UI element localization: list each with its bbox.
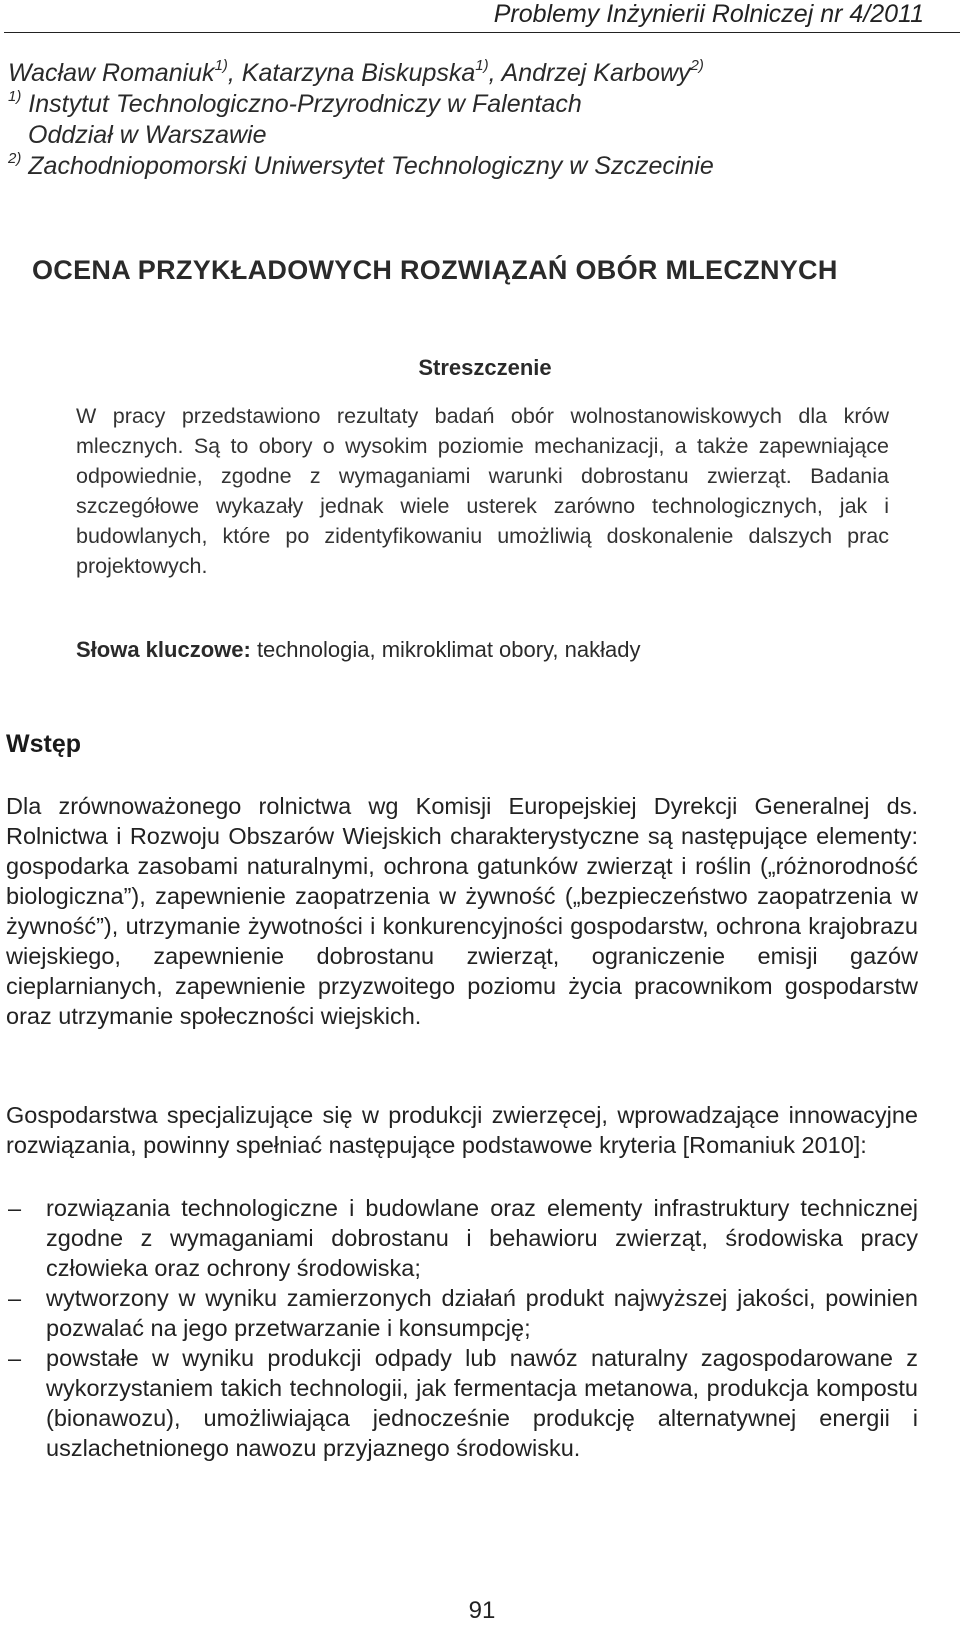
affiliation-1-department: Oddział w Warszawie (28, 121, 267, 149)
list-dash: – (8, 1285, 22, 1311)
keywords-text: technologia, mikroklimat obory, nakłady (250, 637, 641, 662)
page-number: 91 (468, 1597, 496, 1624)
list-item (6, 1283, 918, 1343)
authors-line (8, 58, 714, 89)
list-dash: – (8, 1195, 22, 1221)
abstract-body (76, 401, 889, 581)
header-rule (4, 32, 960, 33)
abstract-text: W pracy przedstawiono rezultaty badań obór wolnostanowiskowych dla krów mlecznych. Są to obory o wysokim poziomie mechanizacji, a także zapewniające odpowiednie, zgodne z wymaganiami warunki dobrostanu zwierząt. Badania szczegółowe wykazały jednak wiele usterek zarówno technologicznych, jak i budowlanych, które po zidentyfikowaniu umożliwią doskonalenie dalszych prac projektowych. (76, 404, 889, 578)
affiliation-2 (8, 151, 714, 182)
affiliation-mark: 1) (8, 88, 22, 105)
author-affiliation-mark: 1) (214, 57, 228, 74)
keywords-label: Słowa kluczowe: (76, 637, 251, 662)
intro-paragraph-2 (6, 1100, 918, 1160)
paragraph-text: Gospodarstwa specjalizujące się w produkcji zwierzęcej, wprowadzające innowacyjne rozwiązania, powinny spełniać następujące podstawowe kryteria [Romaniuk 2010]: (6, 1102, 918, 1158)
author-name: Wacław Romaniuk (8, 59, 215, 87)
journal-header: Problemy Inżynierii Rolniczej nr 4/2011 (493, 0, 924, 28)
author-name: , Katarzyna Biskupska (227, 59, 476, 87)
intro-paragraph-1 (6, 791, 918, 1031)
list-dash: – (8, 1345, 22, 1371)
paper-title: OCENA PRZYKŁADOWYCH ROZWIĄZAŃ OBÓR MLECZNYCH (32, 255, 838, 285)
abstract-heading: Streszczenie (418, 355, 552, 380)
keywords (76, 637, 641, 663)
list-item (6, 1343, 918, 1463)
affiliation-text: Instytut Technologiczno-Przyrodniczy w Falentach (21, 90, 582, 118)
list-item (6, 1193, 918, 1283)
paragraph-text: Dla zrównoważonego rolnictwa wg Komisji Europejskiej Dyrekcji Generalnej ds. Rolnictwa i Rozwoju Obszarów Wiejskich charakterystyczne są następujące elementy: gospodarka zasobami naturalnymi, ochrona gatunków zwierząt i roślin („różnorodność biologiczna”), zapewnienie zaopatrzenia w żywność („bezpieczeństwo zaopatrzenia w żywność”), utrzymanie żywotności i konkurencyjności gospodarstw, ochrona krajobrazu wiejskiego, zapewnienie dobrostanu zwierząt, ograniczenie emisji gazów cieplarnianych, zapewnienie przyzwoitego poziomu życia pracownikom gospodarstw oraz utrzymanie społeczności wiejskich. (6, 793, 918, 1029)
list-item-text: wytworzony w wyniku zamierzonych działań produkt najwyższej jakości, powinien pozwalać na jego przetwarzanie i konsumpcję; (46, 1285, 918, 1341)
affiliation-mark: 2) (8, 150, 22, 167)
list-item-text: powstałe w wyniku produkcji odpady lub nawóz naturalny zagospodarowane z wykorzystaniem takich technologii, jak fermentacja metanowa, produkcja kompostu (bionawozu), umożliwiająca jednocześnie produkcję alternatywnej energii i uszlachetnionego nawozu przyjaznego środowisku. (46, 1345, 918, 1461)
author-name: , Andrzej Karbowy (488, 59, 691, 87)
affiliation-1 (8, 89, 714, 120)
affiliation-text: Zachodniopomorski Uniwersytet Technologiczny w Szczecinie (21, 152, 714, 180)
author-affiliation-mark: 2) (690, 57, 704, 74)
authors-block (8, 58, 714, 182)
author-affiliation-mark: 1) (475, 57, 489, 74)
criteria-list (6, 1193, 918, 1463)
list-item-text: rozwiązania technologiczne i budowlane oraz elementy infrastruktury technicznej zgodne z wymaganiami dobrostanu i behawioru zwierząt, środowiska pracy człowieka oraz ochrony środowiska; (46, 1195, 918, 1281)
section-heading-intro: Wstęp (6, 730, 81, 758)
